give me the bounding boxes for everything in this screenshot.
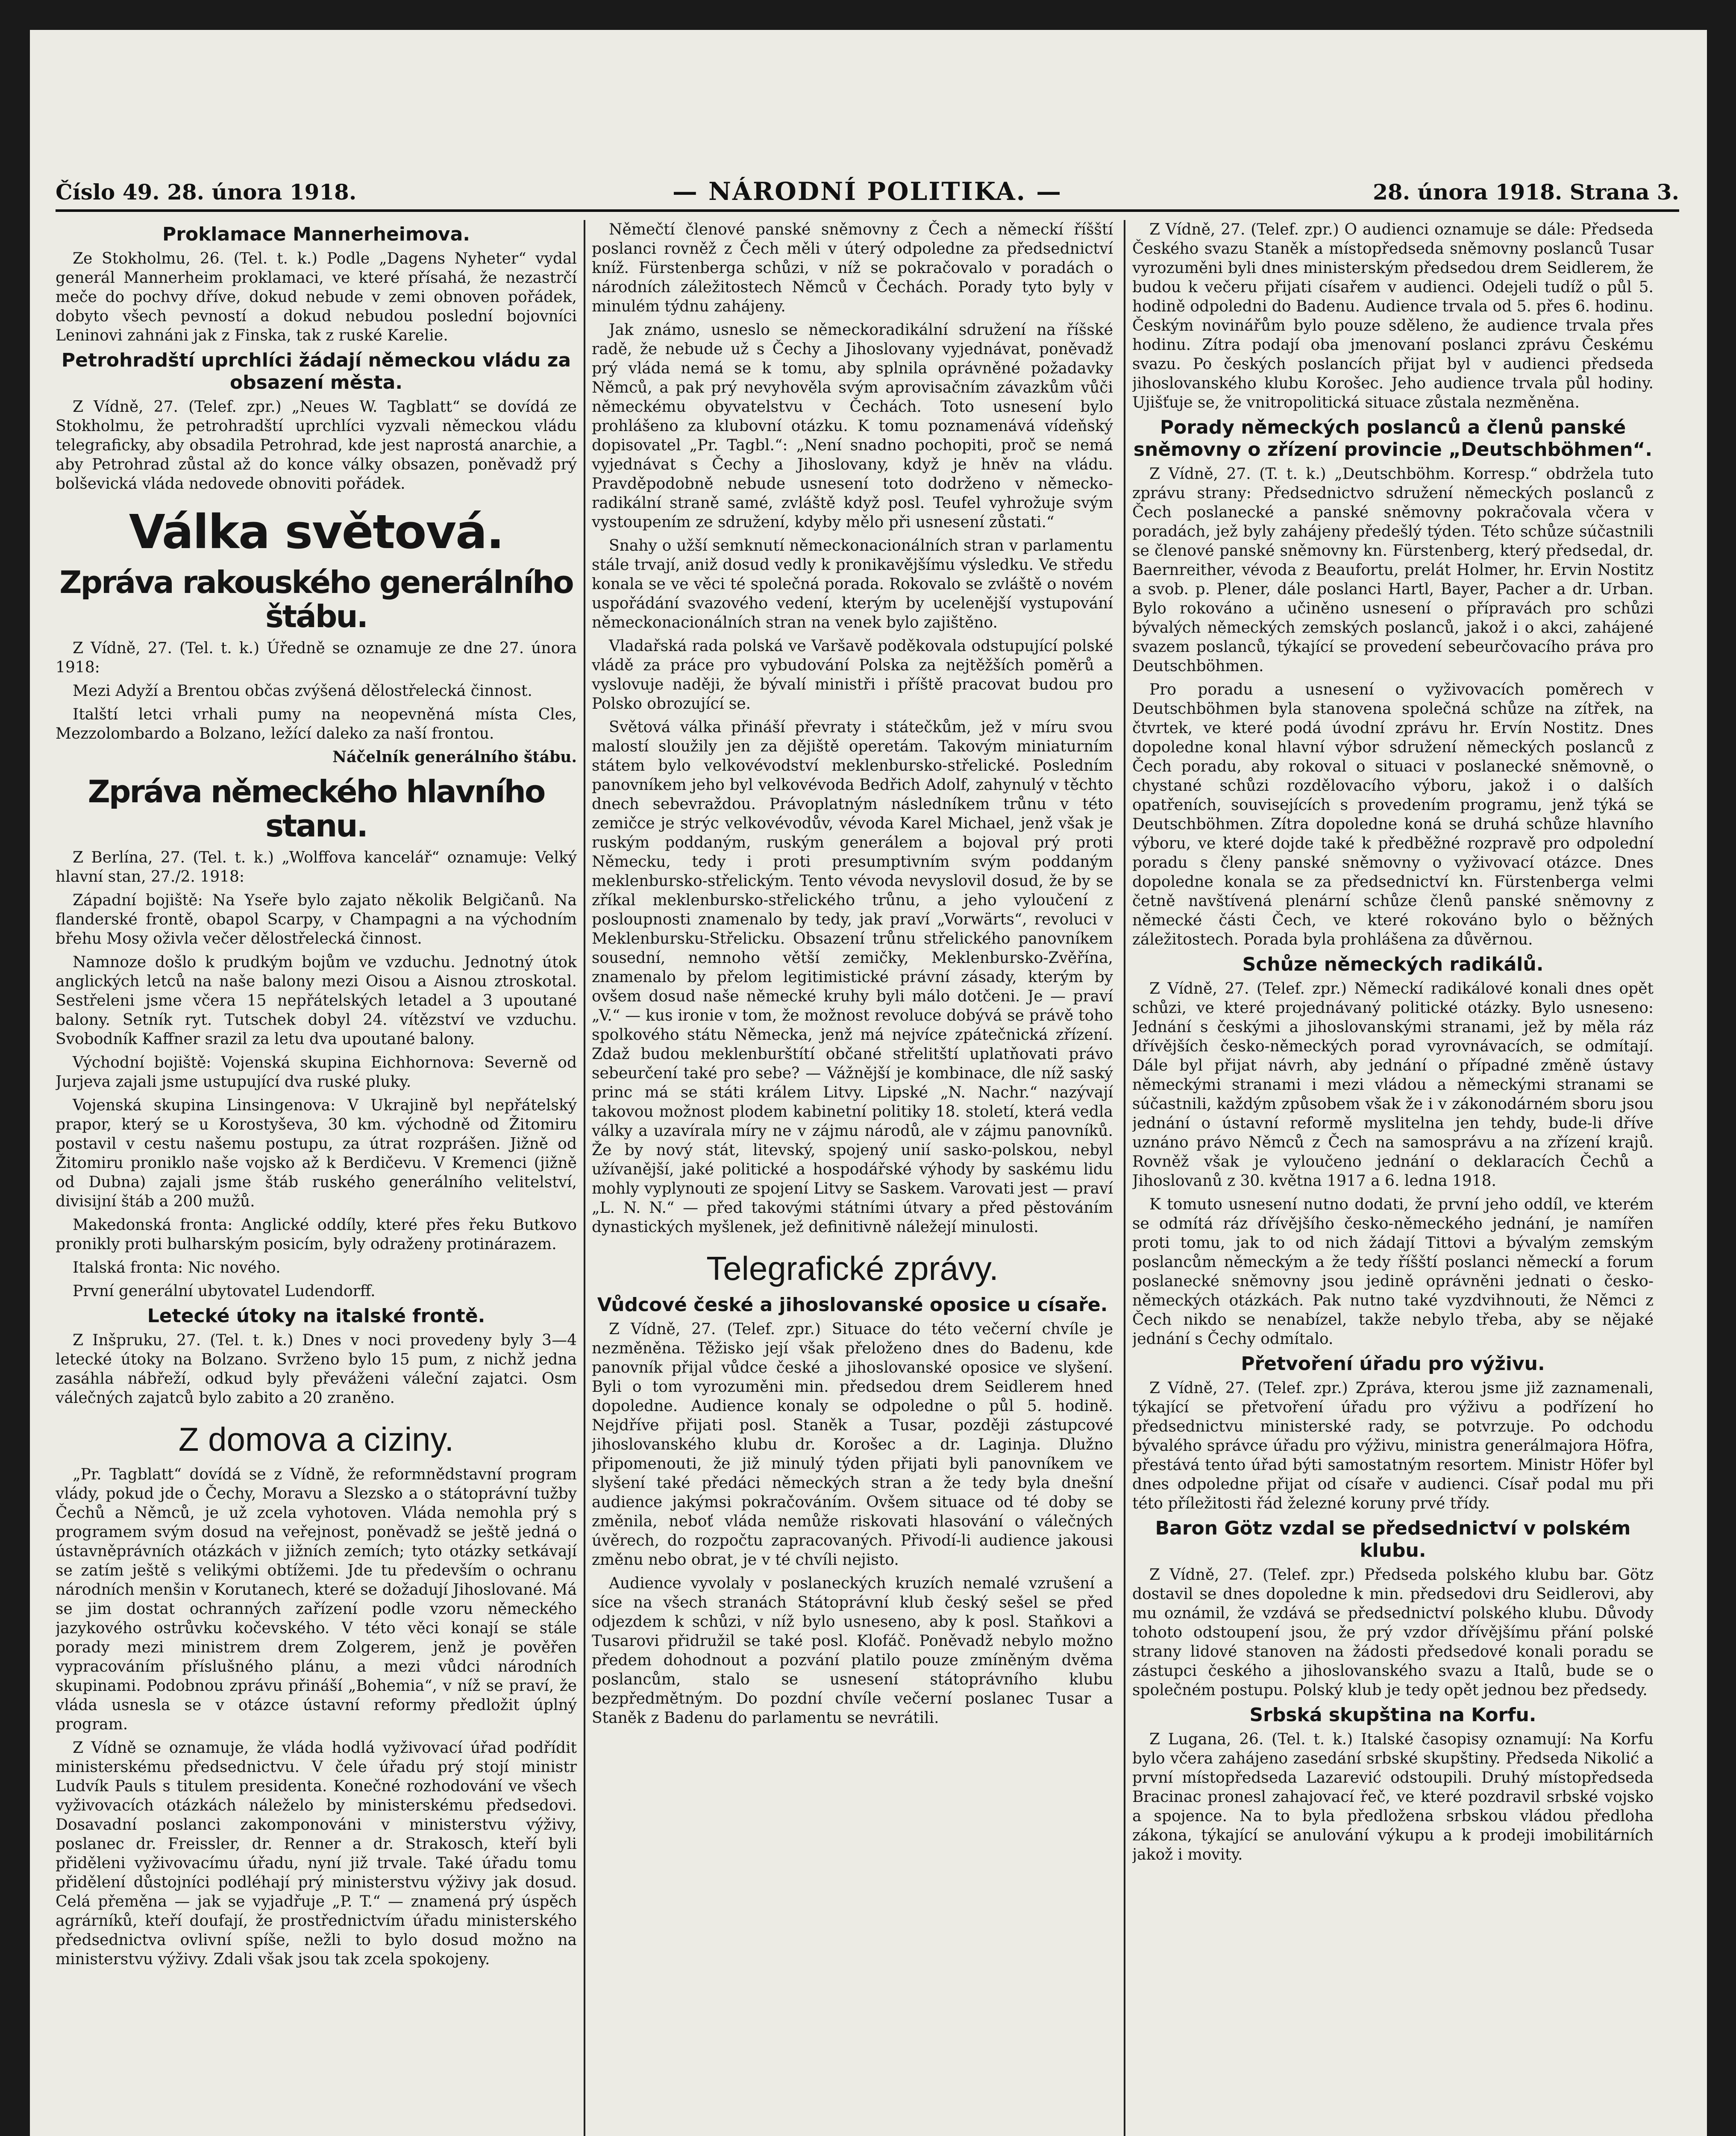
article-title: Proklamace Mannerheimova.: [162, 223, 470, 245]
article-paragraph: Východní bojiště: Vojenská skupina Eichhornova: Severně od Jurjeva zajali jsme ustupující dva ruské pluky.: [56, 1054, 577, 1091]
article-title: Srbská skupština na Korfu.: [1249, 1704, 1536, 1726]
article-paragraph: K tomuto usnesení nutno dodati, že první jeho oddíl, ve kterém se odmítá ráz dřívějšího česko-německého jednání, je namířen proti tomu, jak to od nich žádají Tittovi a bývalým zemským poslancům německým a že tedy říšští poslanci německí a forum poslanecké sněmovny jsou jedině oprávněni jednati o česko-německých otázkách. Pak nutno také vyzdvihnouti, že Němci z Čech nikdo se nenabízel, takže nebylo třeba, aby se nějaké jednání s Čechy odmítalo.: [1132, 1196, 1654, 1348]
report-signature: Náčelník generálního štábu.: [332, 748, 577, 766]
page-date-number: 28. února 1918. Strana 3.: [1373, 179, 1679, 205]
section-heading-telegraph: Telegrafické zprávy.: [706, 1250, 999, 1287]
article-paragraph: Namnoze došlo k prudkým bojům ve vzduchu. Jednotný útok anglických letců na naše balony mezi Oisou a Aisnou ztroskotal. Sestřeleni jsme včera 15 nepřátelských letadel a 3 upoutané balony. Setník ryt. Tutschek dobyl 24. vítězství ve vzduchu. Svobodník Kaffner srazil za letu dva upoutané balony.: [56, 954, 577, 1048]
column-middle: [592, 220, 1113, 2136]
article-paragraph: Italští letci vrhali pumy na neopevněná místa Cles, Mezzolombardo a Bolzano, ležící daleko za naší frontou.: [56, 706, 577, 742]
article-title: Přetvoření úřadu pro výživu.: [1241, 1353, 1545, 1375]
article-title: Petrohradští uprchlíci žádají německou vládu za obsazení města.: [61, 349, 571, 393]
article-title: Vůdcové české a jihoslovanské oposice u císaře.: [597, 1294, 1108, 1316]
article-paragraph: Mezi Adyží a Brentou občas zvýšená dělostřelecká činnost.: [73, 682, 532, 700]
german-hq-report-title: Zpráva německého hlavního stanu.: [88, 774, 545, 844]
issue-number-date: Číslo 49. 28. února 1918.: [56, 179, 357, 205]
article-paragraph: Z Vídně, 27. (Telef. zpr.) Situace do této večerní chvíle je nezměněna. Těžisko její však přeloženo dnes do Badenu, kde panovník přijal vůdce české a jihoslovanské oposice ve slyšení. Byli o tom vyrozuměni min. předsedou drem Seidlerem hned dopoledne. Audience konaly se odpoledne o půl 5. hodině. Nejdříve přijati posl. Staněk a Tusar, později zástupcové jihoslovanského klubu dr. Korošec a dr. Laginja. Dlužno připomenouti, že již minulý týden přijati byli panovníkem ve slyšení také předáci německých stran a že tedy byla dnešní audience jakýmsi pokračováním. Ovšem situace od té doby se změnila, neboť vláda nemůže riskovati hlasování o válečných úvěrech, do rozpočtu zapracovaných. Přivodí-li audience jakousi změnu nebo obrat, je v té chvíli nejisto.: [592, 1320, 1113, 1569]
article-paragraph: Z Lugana, 26. (Tel. t. k.) Italské časopisy oznamují: Na Korfu bylo včera zahájeno zasedání srbské skupštiny. Předseda Nikolić a první místopředseda Lazarević odstoupili. Druhý místopředseda Bracinac pronesl zahajovací řeč, ve které pozdravil srbské vojsko a spojence. Na to byla předložena srbskou vládou předloha zákona, týkající se anulování výkupu a k prodeji imobilitárních jakož i movity.: [1132, 1731, 1654, 1863]
article-paragraph: Jak známo, usneslo se německoradikální sdružení na říšské radě, že nebude už s Čechy a Jihoslovany vyjednávat, poněvadž prý vláda nemá se k tomu, aby splnila oprávněné požadavky Němců, a pak prý nevyhověla svým aprovisačním závazkům vůči německému obyvatelstvu v Čechách. Toto usnesení bylo prohlášeno za klubovní otázku. K tomu poznamenává vídeňský dopisovatel „Pr. Tagbl.“: „Není snadno pochopiti, proč se nemá vyjednávat s Čechy a Jihoslovany, když je hněv na vládu. Pravděpodobně nebude usnesení toto dodrženo v německo-radikální straně samé, zvláště když posl. Teufel vyhrožuje svým vystoupením ze sdružení, kdyby mělo při usnesení zůstati.“: [592, 321, 1113, 531]
article-paragraph: Makedonská fronta: Anglické oddíly, které přes řeku Butkovo pronikly proti bulharským posicím, byly odraženy protinárazem.: [56, 1216, 577, 1253]
article-paragraph: Italská fronta: Nic nového.: [73, 1259, 281, 1276]
article-title: Porady německých poslanců a členů panské sněmovny o zřízení provincie „Deutschböhmen“.: [1133, 417, 1653, 461]
article-paragraph: Němečtí členové panské sněmovny z Čech a německí říšští poslanci rovněž z Čech měli v úterý odpoledne za předsednictví kníž. Fürstenberga schůzi, v níž se pokračovalo v poradách o národních záležitostech Němců v Čechách. Porady tyto byly v minulém týdnu zahájeny.: [592, 221, 1113, 315]
article-paragraph: „Pr. Tagblatt“ dovídá se z Vídně, že reformnědstavní program vlády, pokud jde o Čechy, Moravu a Slezsko a o státoprávní tužby Čechů a Němců, je už zcela vyhotoven. Vláda nemohla prý s programem svým dosud na veřejnost, poněvadž se ještě jedná o ústavněprávních otázkách v jižních zemích; tyto otázky setkávají se zatím ještě s velikými obtížemi. Jde tu především o ochranu národních menšin v Korutanech, které se dožadují Jihoslované. Má se jim dostat ochranných zařízení podle vzoru německého jazykového ostrůvku kočevského. V této věci konají se stále porady mezi ministrem drem Zolgerem, jenž je pověřen vypracováním příslušného plánu, a mezi vůdci národních skupinami. Podobnou zprávu přináší „Bohemia“, v níž se praví, že vláda usnesla se v otázce ústavní reformy předložit úplný program.: [56, 1466, 577, 1733]
column-right: [1132, 220, 1654, 2136]
austrian-staff-report-title: Zpráva rakouského generálního štábu.: [59, 564, 573, 634]
article-paragraph: Ze Stokholmu, 26. (Tel. t. k.) Podle „Dagens Nyheter“ vydal generál Mannerheim proklamaci, ve které přísahá, že nezastrčí meče do pochvy dříve, dokud nebude v zemi obnoven pořádek, dobyto všech pevností a dokud nebudou poslední bojovníci Leninovi zahnáni jak z Finska, tak z ruské Karelie.: [56, 250, 577, 344]
article-paragraph: Světová válka přináší převraty i státečkům, jež v míru svou malostí sloužily jen za dějiště operetám. Takovým miniaturním státem bylo velkovévodství meklenbursko-střelické. Posledním panovníkem jeho byl velkovévoda Bedřich Adolf, zahynulý v těchto dnech sebevraždou. Právoplatným následníkem trůnu v této zemičce je strýc velkovévodův, vévoda Karel Michael, jenž však je ruským poddaným, ruským generálem a bojoval prý proti Německu, tedy i proti presumptivním svým poddaným meklenbursko-střelickým. Tento vévoda nevyslovil dosud, že by se zříkal meklenbursko-střelického trůnu, a jeho vyloučení z posloupnosti znamenalo by tedy, jak praví „Vorwärts“, revoluci v Meklenbursku-Střelicku. Obsazení trůnu střelického panovníkem sousední, nemnoho větší zemičky, Meklenbursko-Zvěřína, znamenalo by přelom legitimistické právní zásady, kterým by ovšem dosud naše německé kruhy byli málo dotčeni. Je — praví „V.“ — kus ironie v tom, že možnost revoluce dobývá se právě toho spolkového státu Německa, jenž má nejvíce zpátečnická zřízení. Zdaž budou meklenburštítí občané střelitští uplatňovati právo sebeurčení také pro sebe? — Vážnější je kombinace, dle níž saský princ má se státi králem Litvy. Lipské „N. Nachr.“ nazývají takovou možnost plodem kabinetní politiky 18. století, která vedla války a uzavírala míry ne v zájmu národů, ale v zájmu panovníků. Že by nový stát, litevský, spojený unií sasko-polskou, nebyl užívanější, jaké politické a hospodářské výhody by saskému lidu mohly vyplynouti ze spojení Litvy se Saskem. Varovati jest — praví „L. N. N.“ — před takovými státními útvary a před pěstováním dynastických myšlenek, jež definitivně náležejí minulosti.: [592, 719, 1113, 1236]
article-paragraph: Z Vídně, 27. (Telef. zpr.) O audienci oznamuje se dále: Předseda Českého svazu Staněk a místopředseda sněmovny poslanců Tusar vyrozuměni byli dnes ministerským předsedou drem Seidlerem, že budou k večeru přijati císařem v audienci. Odejeli tudíž o půl 5. hodině odpoledni do Badenu. Audience trvala od 5. přes 6. hodinu. Českým novinářům bylo pouze sděleno, že audience trvala přes hodinu. Zítra podají oba jmenovaní poslanci zprávu Českému svazu. Po českých poslancích přijat byl v audienci předseda jihoslovanského klubu Korošec. Jeho audience trvala půl hodiny. Ujišťuje se, že vnitropolitická situace zůstala nezměněna.: [1132, 221, 1654, 411]
article-paragraph: Z Vídně, 27. (Telef. zpr.) „Neues W. Tagblatt“ se dovídá ze Stokholmu, že petrohradští uprchlíci vyzvali německou vládu telegraficky, aby obsadila Petrohrad, kde jest naprostá anarchie, a aby Petrohrad zůstal až do konce války obsazen, poněvadž prý bolševická vláda nedovede obnoviti pořádek.: [56, 398, 577, 493]
article-paragraph: Vojenská skupina Linsingenova: V Ukrajině byl nepřátelský prapor, který se u Korostyševa, 30 km. východně od Žitomiru postavil v cestu našemu postupu, za útrat rozprášen. Jižně od Žitomiru proniklo naše vojsko až k Berdičevu. V Kremenci (jižně od Dubna) zajali jsme štáb ruského generálního velitelství, divisijní štáb a 200 mužů.: [56, 1097, 577, 1210]
article-title: Baron Götz vzdal se předsednictví v polském klubu.: [1155, 1517, 1631, 1561]
article-paragraph: Audience vyvolaly v poslaneckých kruzích nemalé vzrušení a síce na všech stranách Státoprávní klub český sešel se před odjezdem k schůzi, v níž bylo usneseno, aby k posl. Staňkovi a Tusarovi přidružil se také posl. Klofáč. Poněvadž nebylo možno předem dohodnout a pozvání platilo pouze zmíněným dvěma poslancům, stalo se usnesení státoprávního klubu bezpředmětným. Do pozdní chvíle večerní poslanec Tusar a Staněk z Badenu do parlamentu se nevrátili.: [592, 1575, 1113, 1727]
article-paragraph: Z Berlína, 27. (Tel. t. k.) „Wolffova kancelář“ oznamuje: Velký hlavní stan, 27./2. 1918:: [56, 849, 577, 886]
newspaper-page: [30, 30, 1707, 2136]
article-paragraph: Pro poradu a usnesení o vyživovacích poměrech v Deutschböhmen byla stanovena společná schůze na zítřek, na čtvrtek, ve které podá úvodní zprávu hr. Ervín Nostitz. Dnes dopoledne konal hlavní výbor sdružení německých poslanců z Čech poradu, aby rokoval o situaci v poslanecké sněmovně, o chystané schůzi rozdělovacího výboru, jakož i o dalších opatřeních, souvisejících s provedením programu, jenž týká se Deutschböhmen. Zítra dopoledne koná se druhá schůze hlavního výboru, ve které dojde také k předběžné rozpravě pro odpolední poradu s členy panské sněmovny o vyživovací otázce. Dnes dopoledne konala se za předsednictví kn. Fürstenberga velmi četně navštívená plenární schůze členů panské sněmovny z německé části Čech, ve které rokováno bylo o běžných záležitostech. Porada byla prohlášena za důvěrnou.: [1132, 681, 1654, 948]
column-left: [56, 220, 577, 2136]
article-paragraph: Vladařská rada polská ve Varšavě poděkovala odstupující polské vládě za práce pro vybudování Polska za nejtěžších poměrů a vyslovuje naději, že bývalí ministři i příště pracovat budou pro Polsko obrozující se.: [592, 637, 1113, 713]
report-signature: První generální ubytovatel Ludendorff.: [73, 1282, 376, 1300]
column-divider: [1124, 220, 1125, 2136]
section-heading-war: Válka světová.: [129, 505, 504, 559]
article-paragraph: Z Vídně, 27. (Telef. zpr.) Zpráva, kterou jsme již zaznamenali, týkající se přetvoření úřadu pro výživu a podřízení ho předsednictvu ministerské rady, se potvrzuje. Po odchodu bývalého správce úřadu pro výživu, ministra generálmajora Höfra, přestává tento úřad býti samostatným resortem. Ministr Höfer byl dnes odpoledne přijat od císaře v audienci. Císař podal mu při této příležitosti řád železné koruny prvé třídy.: [1132, 1379, 1654, 1512]
article-paragraph: Z Inšpruku, 27. (Tel. t. k.) Dnes v noci provedeny byly 3—4 letecké útoky na Bolzano. Svrženo bylo 15 pum, z nichž jedna zasáhla nábřeží, odkud byly převáženi váleční zajatci. Osm válečných zajatců bylo zabito a 20 zraněno.: [56, 1332, 577, 1407]
section-heading-home-abroad: Z domova a ciziny.: [178, 1420, 454, 1458]
page-header: [56, 171, 1679, 212]
column-divider: [584, 220, 585, 2136]
article-paragraph: Z Vídně, 27. (T. t. k.) „Deutschböhm. Korresp.“ obdržela tuto zprávu strany: Předsednictvo sdružení německých poslanců z Čech poslanecké a panské sněmovny pokračovala včera v poradách, jež byly zahájeny předešlý týden. Této schůze súčastnili se členové panské sněmovny kn. Fürstenberg, který předsedal, dr. Baernreither, vévoda z Beaufortu, prelát Holmer, hr. Ervin Nostitz a svob. p. Plener, dále poslanci Hartl, Bayer, Pacher a dr. Urban. Bylo rokováno a učiněno usnesení o přípravách pro schůzi bývalých německých zemských poslanců, jakož i o akci, zahájené svazem poslanců, týkající se provedení sebeurčovacího práva pro Deutschböhmen.: [1132, 465, 1654, 675]
article-paragraph: Západní bojiště: Na Yseře bylo zajato několik Belgičanů. Na flanderské frontě, obapol Scarpy, v Champagni a na východním břehu Mosy oživla večer dělostřelecká činnost.: [56, 892, 577, 948]
article-paragraph: Z Vídně se oznamuje, že vláda hodlá vyživovací úřad podřídit ministerskému předsednictvu. V čele úřadu prý stojí ministr Ludvík Pauls s titulem presidenta. Konečné rozhodování ve všech vyživovacích otázkách náleželo by ministerskému předsedovi. Dosavadní poslanci zakomponováni v ministerstvu výživy, poslanec dr. Freissler, dr. Renner a dr. Strakosch, kteří byli přiděleni vyživovacímu úřadu, nyní již trvale. Také úřadu tomu přidělení důstojníci podléhají prý ministerstvu výživy jak dosud. Celá přeměna — jak se vyjadřuje „P. T.“ — znamená prý úspěch agrárníků, kteří doufají, že prostřednictvím úřadu ministerského předsednictva ovlivní spíše, nežli to bylo dosud možno na ministerstvu výživy. Zdali však jsou tak zcela spokojeny.: [56, 1739, 577, 1968]
article-paragraph: Z Vídně, 27. (Telef. zpr.) Německí radikálové konali dnes opět schůzi, ve které projednávaný politické otázky. Bylo usneseno: Jednání s českými a jihoslovanskými stranami, jež by měla ráz dřívějších česko-německých porad vyrovnávacích, se odmítají. Dále byl přijat návrh, aby jednání o případné změně ústavy německými stranami i mezi vládou a německými stranami se súčastnili, každým způsobem však že i v zákonodárném sboru jsou jednání o ústavní reformě myslitelna jen tehdy, bude-li dříve uznáno právo Němců z Čech na samosprávu a na zřízení krajů. Rovněž však je vyloučeno jednání o deklaracích Čechů a Jihoslovanů z 30. května 1917 a 6. ledna 1918.: [1132, 980, 1654, 1190]
article-paragraph: Z Vídně, 27. (Tel. t. k.) Úředně se oznamuje ze dne 27. února 1918:: [56, 640, 577, 676]
article-paragraph: Z Vídně, 27. (Telef. zpr.) Předseda polského klubu bar. Götz dostavil se dnes dopoledne k min. předsedovi dru Seidlerovi, aby mu oznámil, že vzdává se předsednictví polského klubu. Důvody tohoto odstoupení jsou, že prý vzdor dřívějšímu přání polské strany lidové stanoven na žádosti předsedové konali poradu se zástupci českého a jihoslovanského svazu a Italů, bude se o společném postupu. Polský klub je tedy opět jednou bez předsedy.: [1132, 1566, 1654, 1699]
article-title: Letecké útoky na italské frontě.: [147, 1305, 485, 1327]
masthead-title: — NÁRODNÍ POLITIKA. —: [672, 177, 1063, 206]
article-title: Schůze německých radikálů.: [1242, 954, 1544, 975]
article-paragraph: Snahy o užší semknutí německonacionálních stran v parlamentu stále trvají, aniž dosud vedly k pronikavějšímu výsledku. Ve středu konala se ve věci té společná porada. Rokovalo se zvláště o novém uspořádání svazového vedení, kterým by ucelenější vystupování německonacionálních stran na venek bylo zajištěno.: [592, 537, 1113, 631]
